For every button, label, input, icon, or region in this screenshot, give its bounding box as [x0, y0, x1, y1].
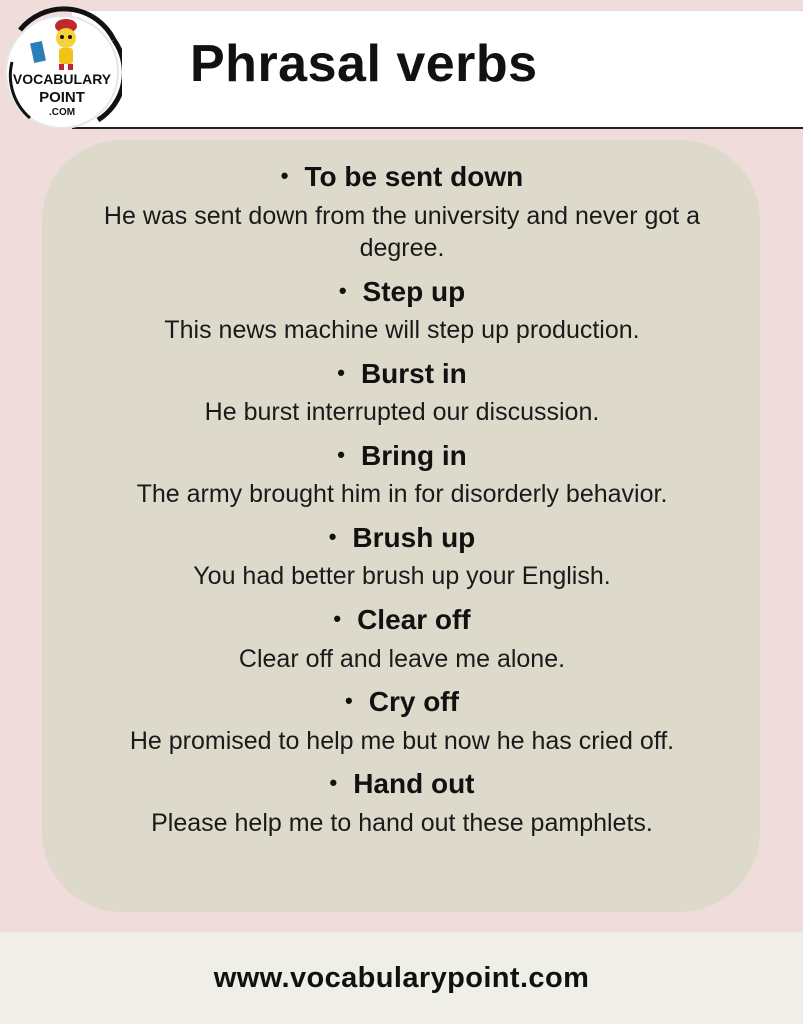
- bullet-icon: •: [337, 359, 345, 385]
- site-logo: [2, 2, 122, 136]
- example-sentence: He was sent down from the university and never got a degree.: [103, 201, 701, 263]
- phrasal-verb-term: To be sent down: [304, 161, 524, 192]
- phrasal-verb-heading: [80, 275, 724, 309]
- example-sentence: Please help me to hand out these pamphlets.: [151, 808, 653, 837]
- phrasal-verb-heading: [80, 439, 724, 473]
- phrasal-verb-term: Burst in: [360, 357, 467, 389]
- list-item: [80, 439, 724, 511]
- example-sentence: He burst interrupted our discussion.: [204, 398, 600, 427]
- phrasal-verb-list: [80, 160, 724, 849]
- phrasal-verb-heading: [80, 603, 724, 637]
- phrasal-verb-term: Step up: [362, 275, 466, 307]
- bullet-icon: •: [329, 770, 338, 796]
- phrasal-verb-term: Hand out: [353, 768, 475, 800]
- list-item: [80, 275, 724, 347]
- phrasal-verb-term: Brush up: [352, 521, 476, 553]
- phrasal-verb-heading: [80, 521, 724, 555]
- example-sentence: You had better brush up your English.: [193, 562, 611, 591]
- phrasal-verb-heading: [80, 160, 724, 194]
- logo-word-com: .COM: [48, 107, 76, 118]
- example-sentence: The army brought him in for disorderly behavior.: [136, 480, 668, 509]
- bullet-icon: •: [280, 163, 289, 188]
- list-item: [80, 160, 724, 265]
- logo-word-vocabulary: VOCABULARY: [12, 71, 112, 87]
- logo-word-point: POINT: [39, 89, 85, 106]
- list-item: [80, 357, 724, 429]
- example-sentence: He promised to help me but now he has cried off.: [129, 726, 675, 755]
- footer-website-url: www.vocabularypoint.com: [213, 962, 590, 994]
- list-item: [80, 603, 724, 675]
- example-sentence: This news machine will step up production.: [164, 316, 640, 345]
- bullet-icon: •: [338, 277, 347, 303]
- bullet-icon: •: [328, 523, 337, 549]
- phrasal-verb-heading: [80, 685, 724, 719]
- list-item: [80, 767, 724, 839]
- phrasal-verb-heading: [80, 357, 724, 391]
- phrasal-verb-term: Clear off: [357, 603, 471, 635]
- example-sentence: Clear off and leave me alone.: [238, 644, 566, 673]
- bullet-icon: •: [333, 605, 342, 631]
- phrasal-verb-term: Cry off: [368, 686, 459, 718]
- phrasal-verb-heading: [80, 767, 724, 801]
- phrasal-verb-term: Bring in: [360, 439, 467, 471]
- page-title: Phrasal verbs: [190, 35, 538, 93]
- bullet-icon: •: [337, 441, 345, 467]
- list-item: [80, 685, 724, 757]
- bullet-icon: •: [345, 688, 353, 714]
- list-item: [80, 521, 724, 593]
